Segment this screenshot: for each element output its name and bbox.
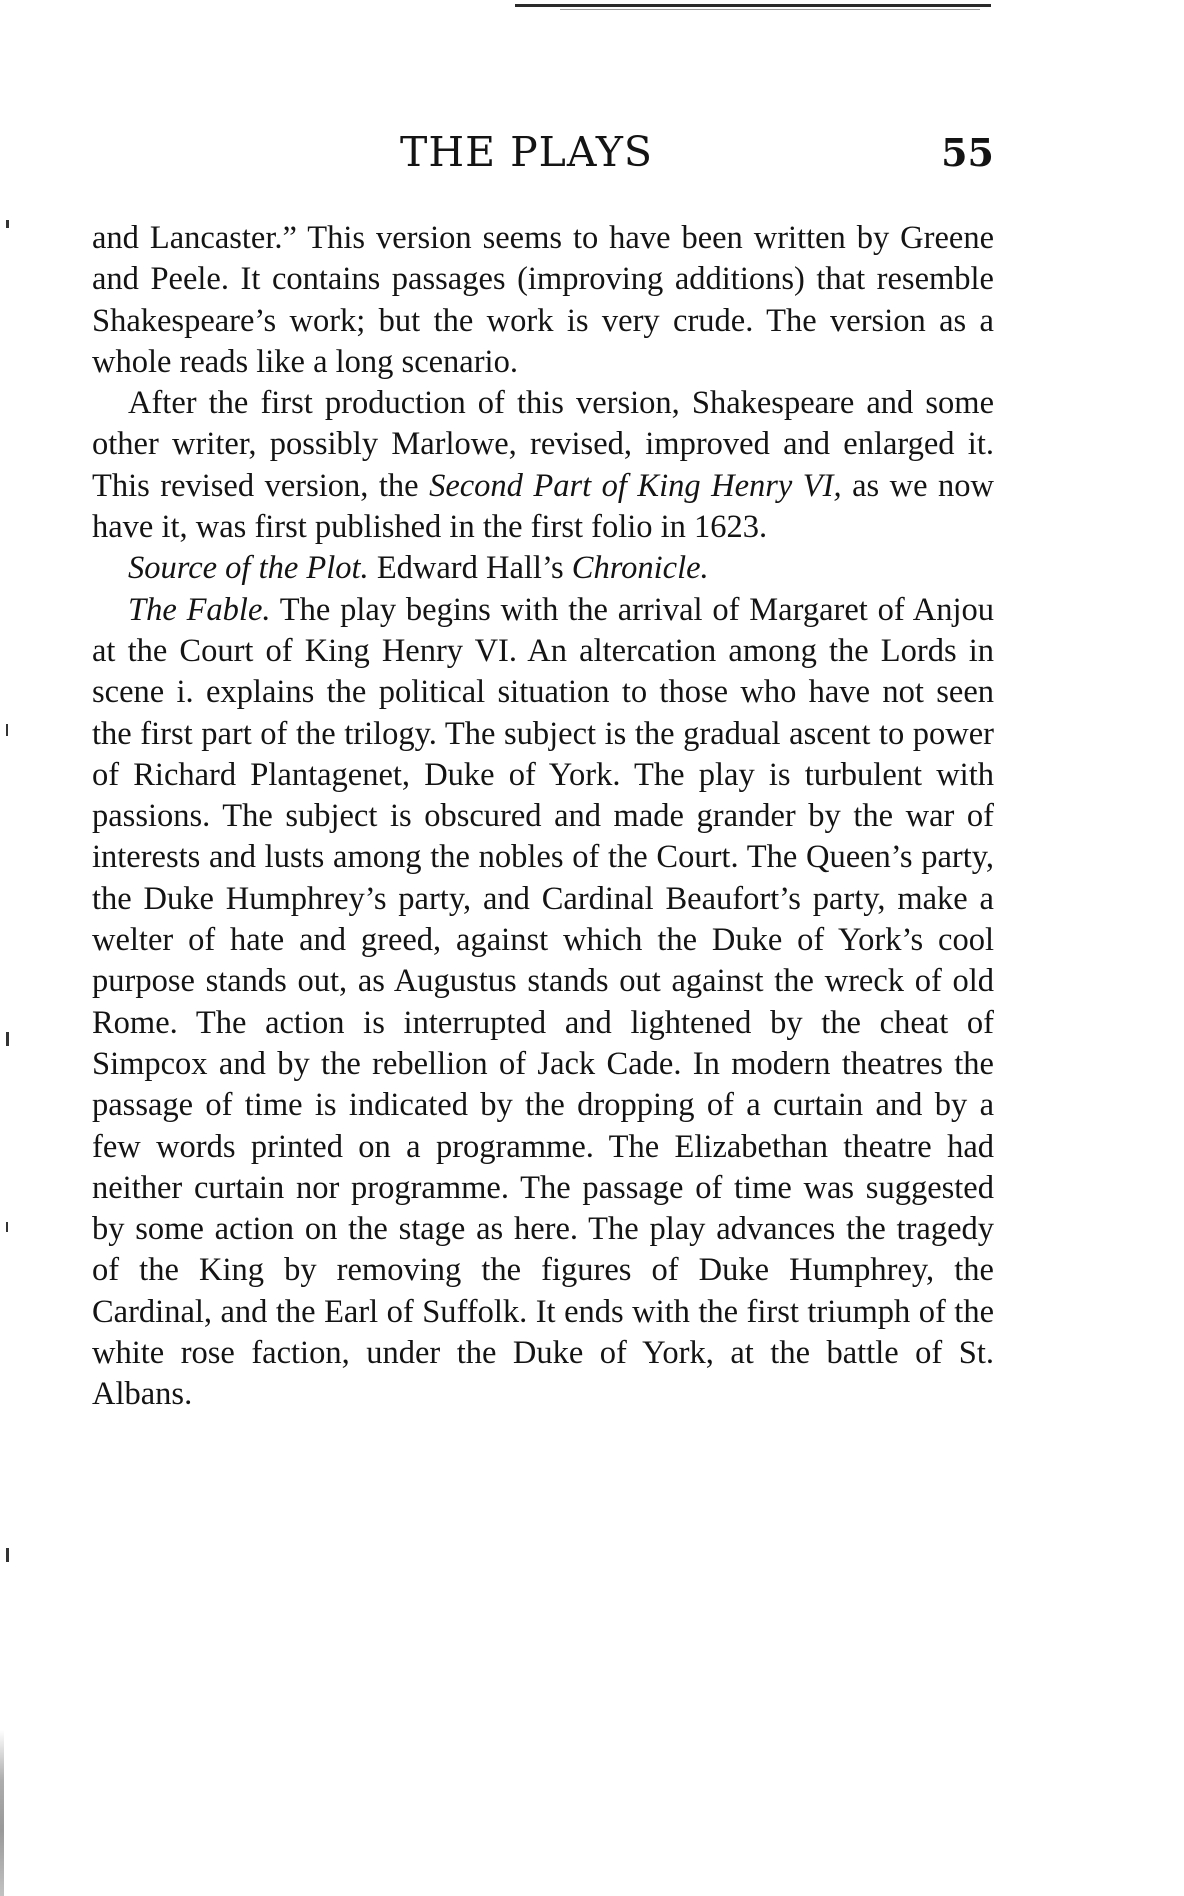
margin-mark bbox=[6, 1032, 9, 1046]
paragraph-text: Edward Hall’s bbox=[376, 550, 564, 587]
top-scan-rule-light bbox=[560, 9, 980, 10]
paragraph-text-tail: as we now have it, was first published in the first folio in 1623. bbox=[92, 467, 994, 546]
margin-mark bbox=[6, 1548, 9, 1562]
scan-edge-shadow bbox=[0, 1730, 4, 1896]
section-heading: The Fable. bbox=[128, 591, 271, 628]
paragraph-continuation bbox=[92, 218, 994, 383]
paragraph-text: and Lancaster.” This version seems to have been written by Greene and Peele. It contains passages (improving additions) that resemble Shakespeare’s work; but the work is very crude. The version as a whole reads like a long scenario. bbox=[92, 220, 994, 380]
paragraph-source bbox=[92, 548, 994, 589]
paragraph-text: The play begins with the arrival of Margaret of Anjou at the Court of King Henry VI. An altercation among the Lords in scene i. explains the political situation to those who have not seen the first part of the trilogy. The subject is the gradual ascent to power of Richard Plantagenet, Duke of York. The play is turbulent with passions. The subject is obscured and made grander by the war of interests and lusts among the nobles of the Court. The Queen’s party, the Duke Humphrey’s party, and Cardinal Beaufort’s party, make a welter of hate and greed, against which the Duke of York’s cool purpose stands out, as Augustus stands out against the wreck of old Rome. The action is interrupted and lightened by the cheat of Simpcox and by the rebellion of Jack Cade. In modern theatres the passage of time is indicated by the dropping of a curtain and by a few words printed on a programme. The Elizabethan theatre had neither curtain nor programme. The passage of time was suggested by some action on the stage as here. The play advances the tragedy of the King by removing the figures of Duke Humphrey, the Cardinal, and the Earl of Suffolk. It ends with the first triumph of the white rose faction, under the Duke of York, at the battle of St. Albans. bbox=[92, 591, 994, 1413]
top-scan-rule bbox=[515, 4, 991, 7]
paragraph-text: After the first production of this version, Shakespeare and some other writer, possibly Marlowe, revised, improved and enlarged it. This revised version, the bbox=[92, 385, 994, 504]
paragraph-revision bbox=[92, 383, 994, 548]
page-header bbox=[94, 128, 994, 188]
play-title: Second Part of King Henry VI, bbox=[429, 467, 842, 504]
paragraph-fable bbox=[92, 590, 994, 1416]
section-heading: Source of the Plot. bbox=[128, 550, 369, 587]
body-text bbox=[92, 218, 994, 1416]
margin-mark bbox=[6, 724, 8, 736]
margin-mark bbox=[6, 1222, 8, 1232]
running-title: THE PLAYS bbox=[400, 128, 653, 176]
margin-mark bbox=[6, 220, 9, 228]
page-number: 55 bbox=[941, 130, 994, 175]
source-title: Chronicle. bbox=[571, 550, 709, 587]
